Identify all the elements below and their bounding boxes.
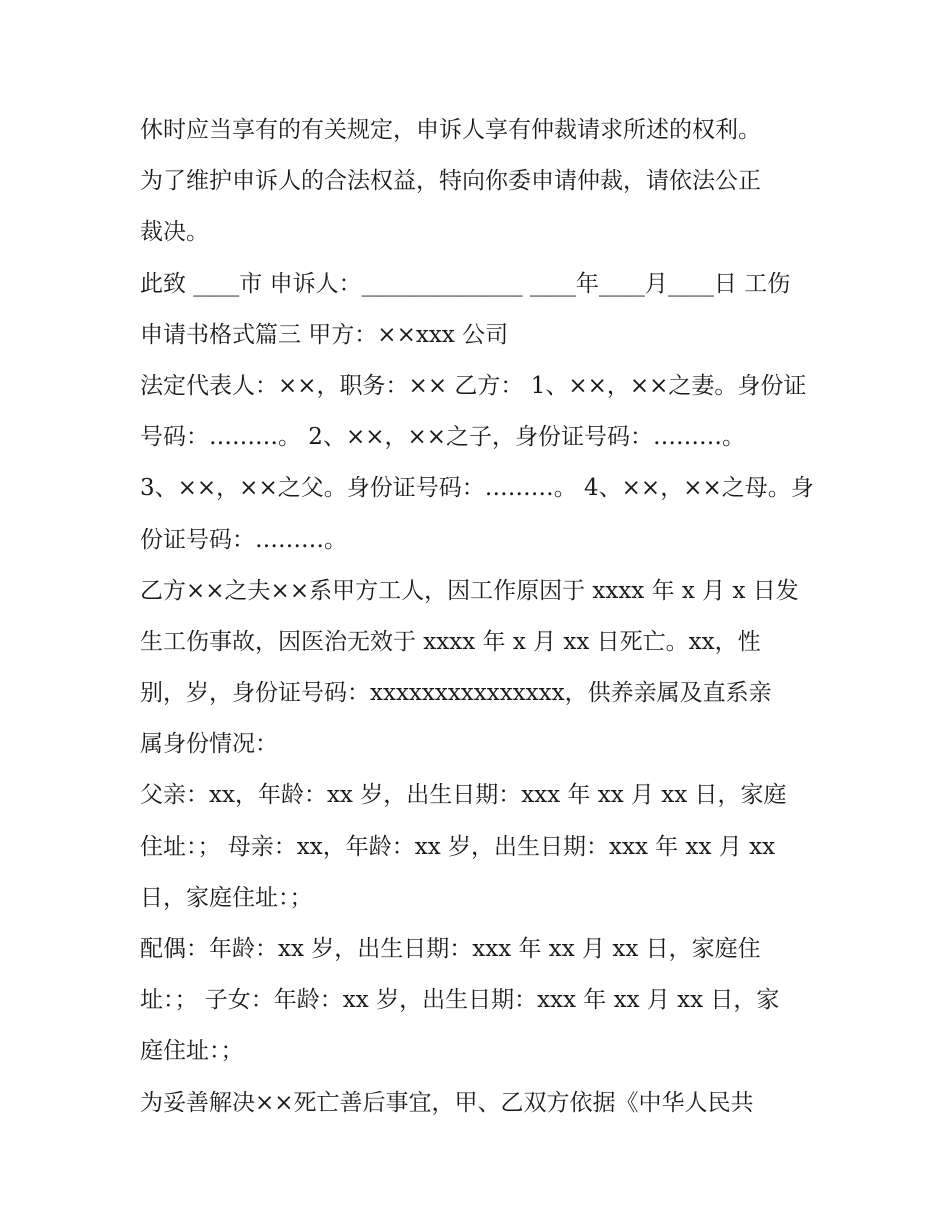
text-line: 乙方××之夫××系甲方工人，因工作原因于 xxxx 年 x 月 x 日发 (140, 577, 799, 604)
text-line: 此致 ____市 申诉人：______________ ____年____月____日 工伤 (140, 270, 791, 297)
text-line: 号码：………。 2、××，××之子，身份证号码：………。 (140, 424, 746, 451)
text-line: 别，岁，身份证号码：xxxxxxxxxxxxxxx，供养亲属及直系亲 (140, 680, 772, 707)
text-line: 生工伤事故，因医治无效于 xxxx 年 x 月 xx 日死亡。xx，性 (140, 628, 761, 655)
text-line: 休时应当享有的有关规定，申诉人享有仲裁请求所述的权利。 (140, 117, 761, 143)
text-line: 住址：； 母亲：xx，年龄：xx 岁，出生日期：xxx 年 xx 月 xx (140, 833, 776, 860)
text-line: 址：； 子女：年龄：xx 岁，出生日期：xxx 年 xx 月 xx 日，家 (140, 987, 780, 1014)
text-line: 属身份情况： (140, 731, 278, 758)
text-line: 法定代表人：××，职务：×× 乙方： 1、××，××之妻。身份证 (140, 372, 807, 399)
text-line: 配偶：年龄：xx 岁，出生日期：xxx 年 xx 月 xx 日，家庭住 (140, 936, 761, 962)
text-line: 份证号码：………。 (140, 526, 347, 553)
text-line: 3、××，××之父。身份证号码：………。 4、××，××之母。身 (140, 475, 814, 502)
text-line: 为妥善解决××死亡善后事宜，甲、乙双方依据《中华人民共 (140, 1089, 754, 1116)
text-line: 申请书格式篇三 甲方：××xxx 公司 (140, 321, 509, 348)
text-line: 裁决。 (140, 219, 209, 246)
text-line: 父亲：xx，年龄：xx 岁，出生日期：xxx 年 xx 月 xx 日，家庭 (140, 782, 787, 809)
text-line: 庭住址：； (140, 1038, 244, 1065)
document-body (140, 105, 820, 1129)
text-line: 日，家庭住址：； (140, 884, 313, 911)
text-line: 为了维护申诉人的合法权益，特向你委申请仲裁，请依法公正 (140, 168, 761, 195)
